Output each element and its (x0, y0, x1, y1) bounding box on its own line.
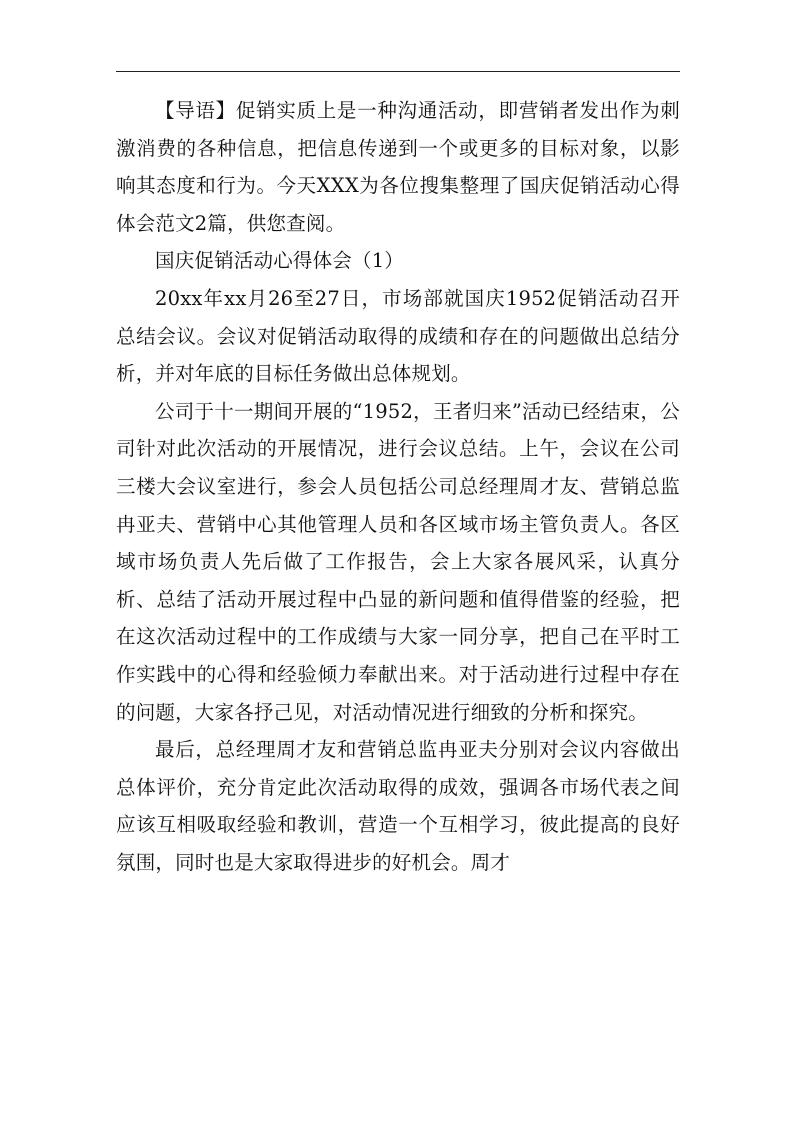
document-body (116, 92, 680, 881)
header-rule (116, 71, 680, 72)
intro-paragraph: 【导语】促销实质上是一种沟通活动，即营销者发出作为刺激消费的各种信息，把信息传递到一个或更多的目标对象，以影响其态度和行为。今天XXX为各位搜集整理了国庆促销活动心得体会范文2篇，供您查阅。 (116, 99, 680, 235)
body-paragraph: 20xx年xx月26至27日，市场部就国庆1952促销活动召开总结会议。会议对促销活动取得的成绩和存在的问题做出总结分析，并对年底的目标任务做出总体规划。 (116, 286, 680, 386)
body-paragraph: 公司于十一期间开展的“1952，王者归来”活动已经结束，公司针对此次活动的开展情况，进行会议总结。上午，会议在公司三楼大会议室进行，参会人员包括公司总经理周才友、营销总监冉亚夫、营销中心其他管理人员和各区域市场主管负责人。各区域市场负责人先后做了工作报告，会上大家各展风采，认真分析、总结了活动开展过程中凸显的新问题和值得借鉴的经验，把在这次活动过程中的工作成绩与大家一同分享，把自己在平时工作实践中的心得和经验倾力奉献出来。对于活动进行过程中存在的问题，大家各抒己见，对活动情况进行细致的分析和探究。 (116, 399, 680, 724)
body-paragraph: 最后，总经理周才友和营销总监冉亚夫分别对会议内容做出总体评价，充分肯定此次活动取得的成效，强调各市场代表之间应该互相吸取经验和教训，营造一个互相学习，彼此提高的良好氛围，同时也是大家取得进步的好机会。周才 (116, 738, 680, 874)
section-heading: 国庆促销活动心得体会（1） (155, 249, 405, 273)
